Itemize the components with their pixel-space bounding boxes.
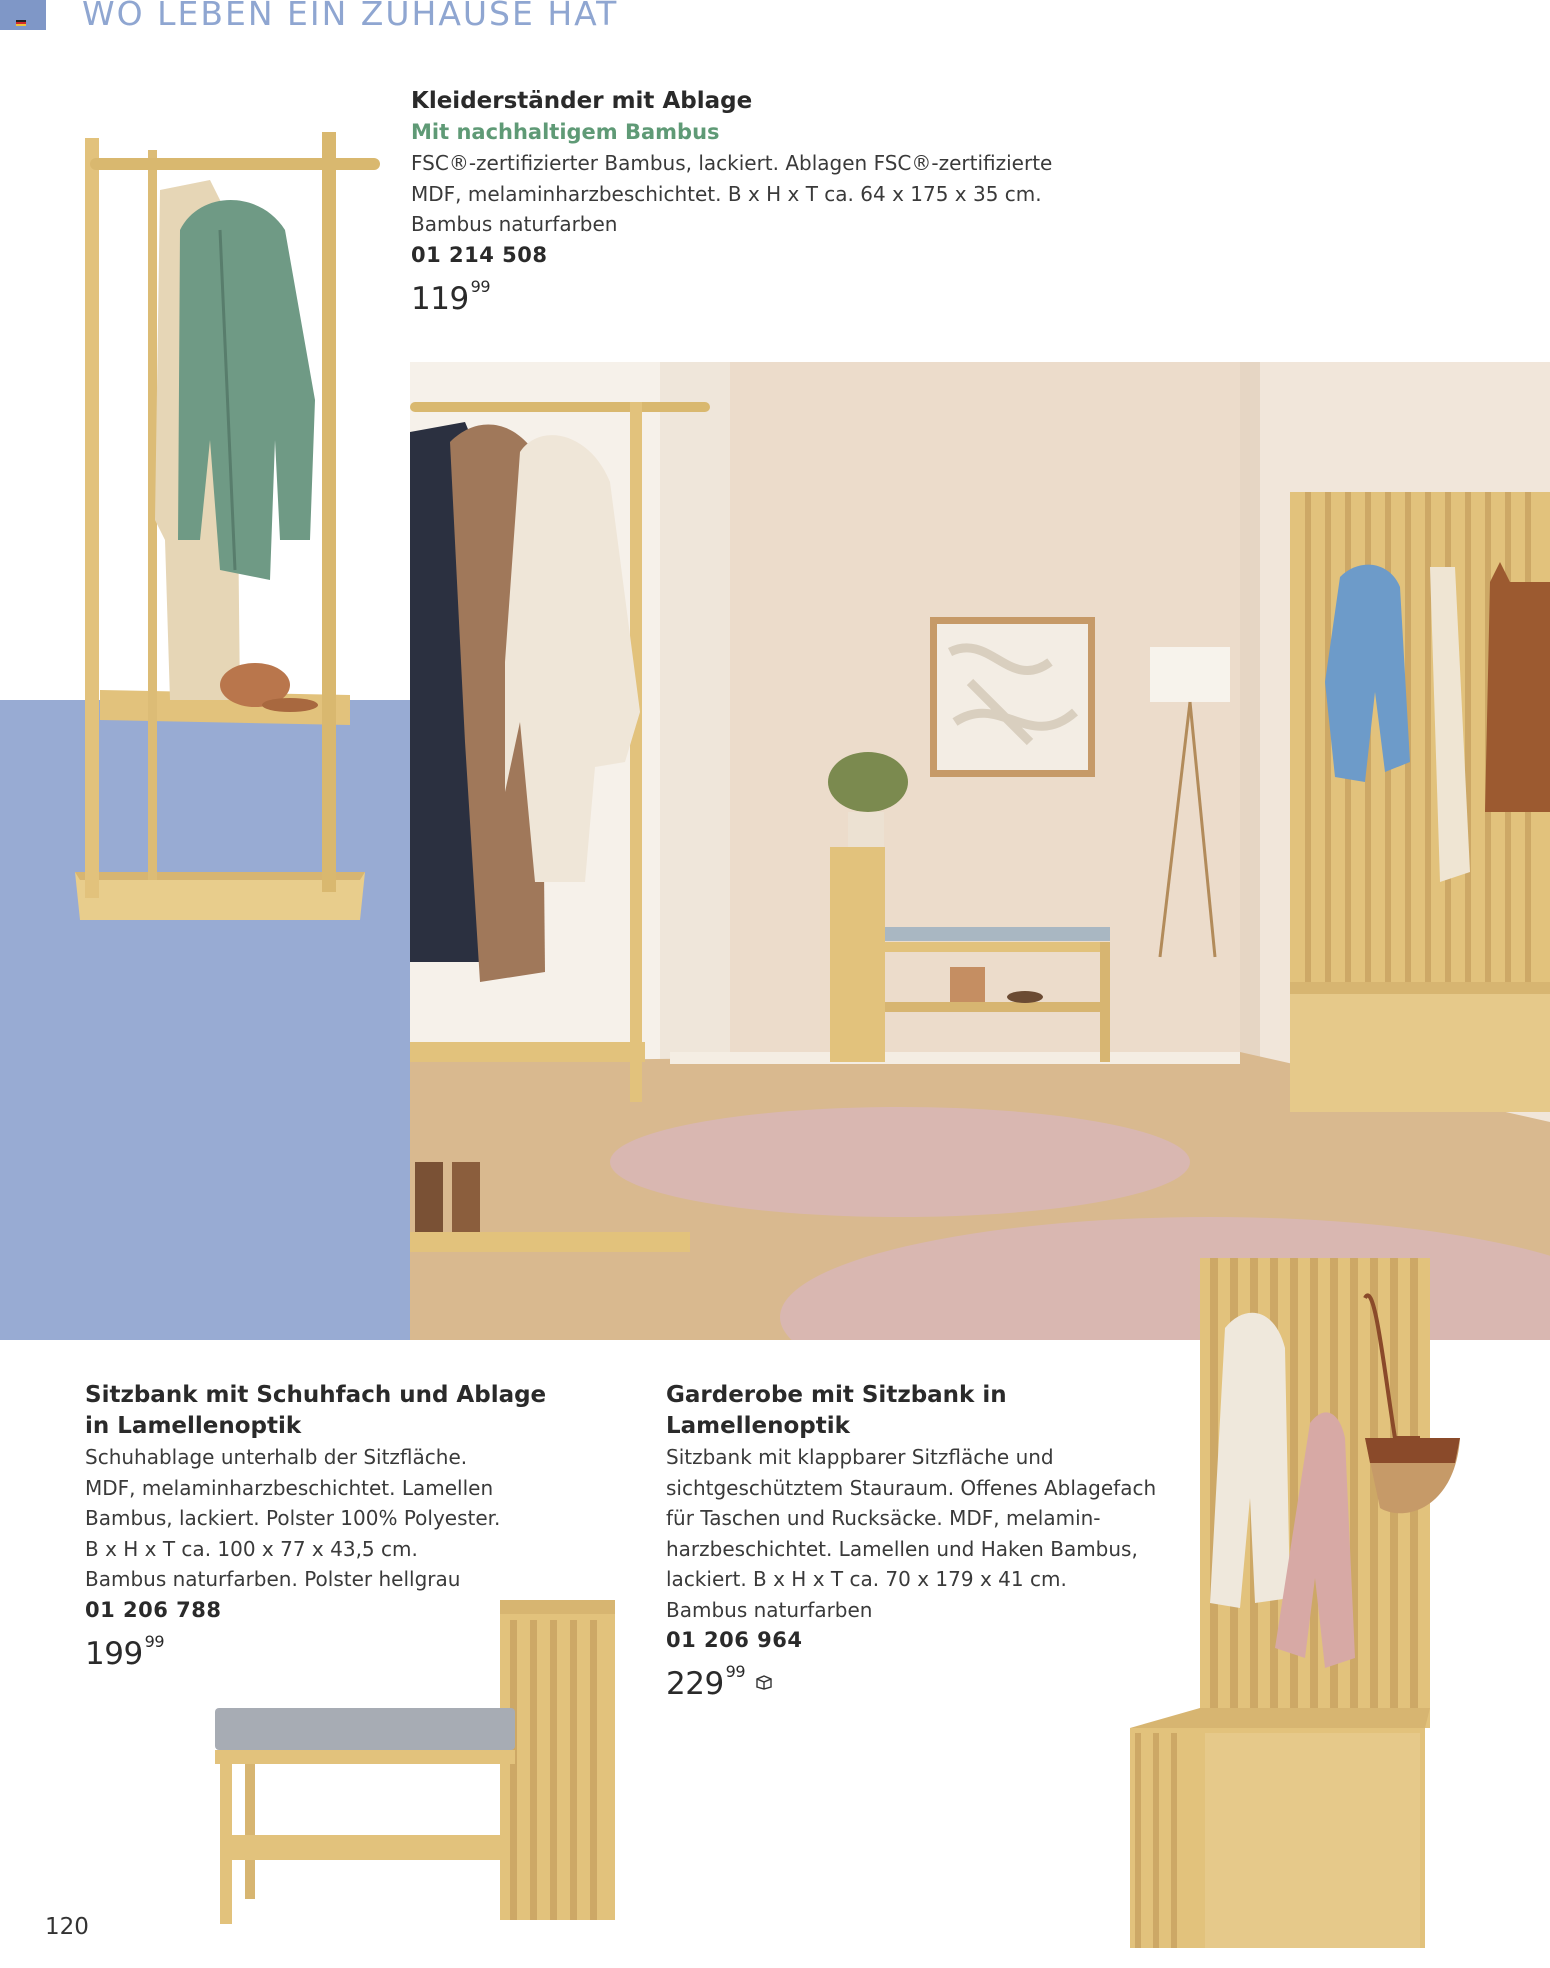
product-price xyxy=(666,1662,1186,1702)
price-cents: 99 xyxy=(725,1662,746,1681)
product-price xyxy=(411,276,1131,317)
package-icon xyxy=(755,1675,773,1690)
product-description-line: MDF, melaminharzbeschichtet. B x H x T ca. 64 x 175 x 35 cm. xyxy=(411,181,1042,206)
price-main: 119 xyxy=(411,280,469,317)
price-cents: 99 xyxy=(144,1631,165,1651)
product-description-line: Sitzbank mit klappbarer Sitzfläche und xyxy=(666,1445,1054,1469)
product-description-line: lackiert. B x H x T ca. 70 x 179 x 41 cm. xyxy=(666,1567,1067,1591)
clothes-rack-image xyxy=(60,120,380,930)
flag-icon xyxy=(16,20,26,26)
article-number: 01 214 508 xyxy=(411,242,548,267)
product-description-line: Schuhablage unterhalb der Sitzfläche. xyxy=(85,1445,468,1469)
product-price xyxy=(85,1631,555,1672)
product-title: Kleiderständer mit Ablage xyxy=(411,88,753,114)
product-description-line: harzbeschichtet. Lamellen und Haken Bambus, xyxy=(666,1536,1138,1561)
product-garderobe xyxy=(666,1380,1186,1702)
article-number: 01 206 964 xyxy=(666,1628,803,1652)
section-header-title: WO LEBEN EIN ZUHAUSE HAT xyxy=(82,0,619,33)
product-description-line: MDF, melaminharzbeschichtet. Lamellen xyxy=(85,1475,494,1500)
product-description-line: B x H x T ca. 100 x 77 x 43,5 cm. xyxy=(85,1536,418,1561)
price-main: 229 xyxy=(666,1666,724,1702)
product-description-line: Bambus naturfarben. Polster hellgrau xyxy=(85,1567,461,1591)
page-number: 120 xyxy=(45,1914,89,1940)
product-title-line: Sitzbank mit Schuhfach und Ablage xyxy=(85,1382,547,1408)
price-main: 199 xyxy=(85,1635,143,1672)
product-description-line: für Taschen und Rucksäcke. MDF, melamin- xyxy=(666,1506,1101,1530)
price-cents: 99 xyxy=(470,276,491,296)
product-title: Garderobe mit Sitzbank in Lamellenoptik xyxy=(666,1382,1007,1439)
hallway-lifestyle-photo xyxy=(410,362,1550,1340)
product-title-line: in Lamellenoptik xyxy=(85,1413,302,1439)
product-description-line: Bambus naturfarben xyxy=(411,212,618,236)
article-number: 01 206 788 xyxy=(85,1597,222,1622)
product-sitzbank xyxy=(85,1380,555,1672)
product-description-line: FSC®-zertifizierter Bambus, lackiert. Ablagen FSC®-zertifizierte xyxy=(411,151,1053,175)
product-description-line: Bambus naturfarben xyxy=(666,1597,873,1622)
product-description-line: sichtgeschütztem Stauraum. Offenes Ablagefach xyxy=(666,1475,1157,1500)
product-subtitle: Mit nachhaltigem Bambus xyxy=(411,120,720,144)
product-kleiderstaender xyxy=(411,86,1131,317)
product-description-line: Bambus, lackiert. Polster 100% Polyester. xyxy=(85,1506,501,1530)
